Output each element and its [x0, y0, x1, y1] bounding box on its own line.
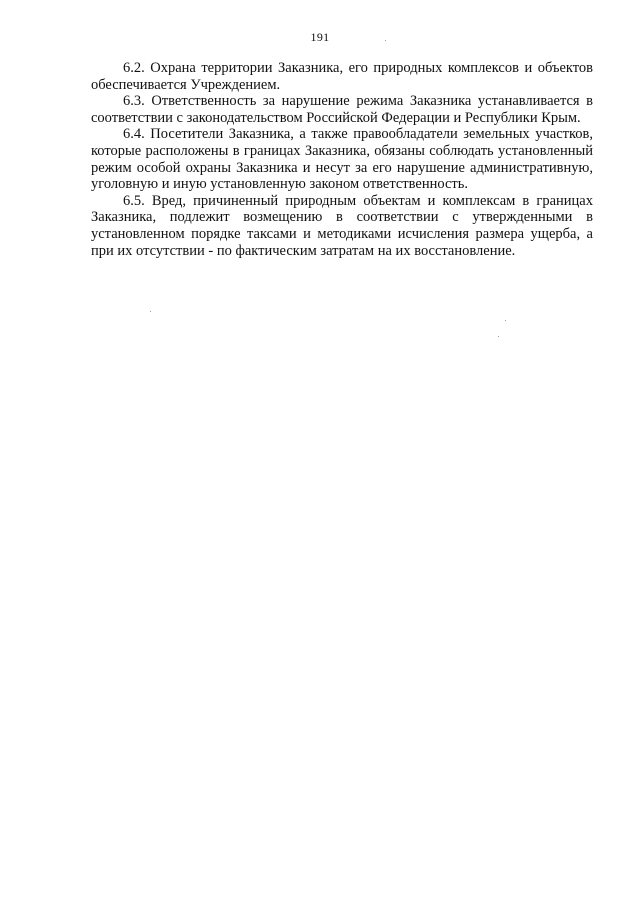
- paragraph-6-4: 6.4. Посетители Заказника, а также правообладатели земельных участков, которые расположены в границах Заказника, обязаны соблюдать установленный режим особой охраны Заказника и несут за его нарушение административную, уголовную и иную установленную законом ответственность.: [91, 126, 593, 193]
- paragraph-6-2: 6.2. Охрана территории Заказника, его природных комплексов и объектов обеспечивается Учреждением.: [91, 60, 593, 93]
- paragraph-6-5: 6.5. Вред, причиненный природным объектам и комплексам в границах Заказника, подлежит возмещению в соответствии с утвержденными в установленном порядке таксами и методиками исчисления размера ущерба, а при их отсутствии - по фактическим затратам на их восстановление.: [91, 192, 593, 259]
- paragraph-6-3: 6.3. Ответственность за нарушение режима Заказника устанавливается в соответствии с законодательством Российской Федерации и Республики Крым.: [91, 93, 593, 126]
- scan-speck: [150, 311, 151, 312]
- scan-speck: [498, 336, 499, 337]
- scan-speck: [385, 40, 386, 41]
- page-number: 191: [310, 30, 330, 44]
- scan-speck: [505, 320, 506, 321]
- document-body: [91, 60, 593, 259]
